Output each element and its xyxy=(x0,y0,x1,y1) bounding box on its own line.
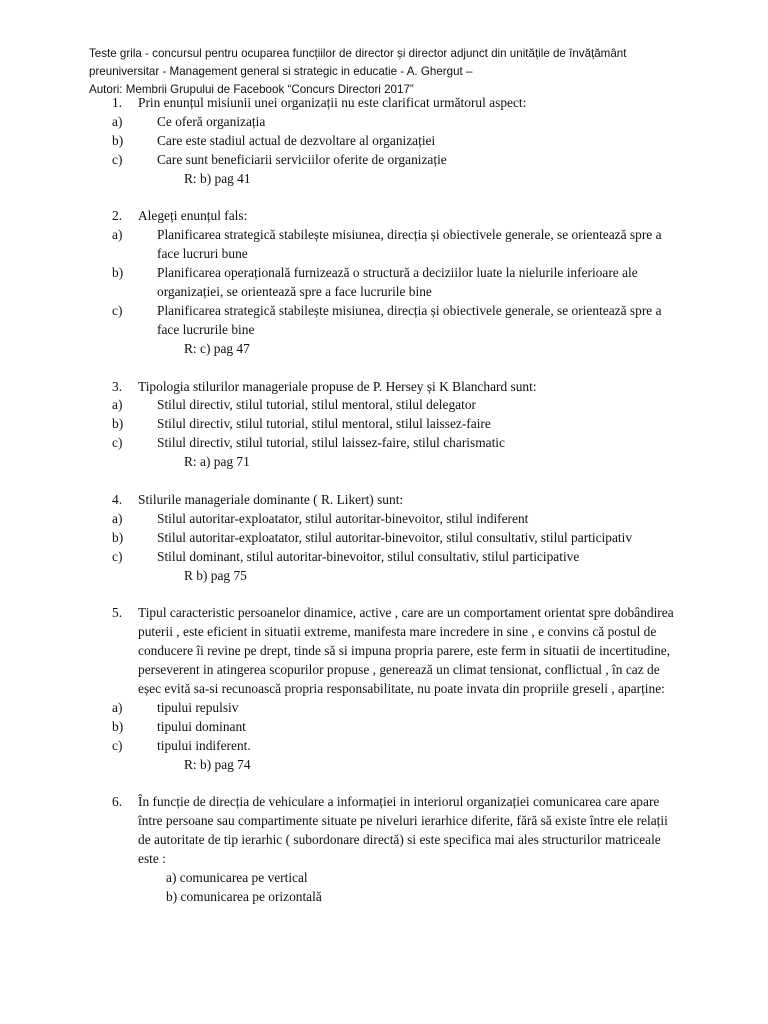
option-text: Ce oferă organizația xyxy=(157,113,266,129)
document-header xyxy=(89,45,729,99)
question-number: 1. xyxy=(112,95,123,110)
option-letter: c) xyxy=(112,151,123,167)
option-text: tipului dominant xyxy=(157,718,246,734)
header-line-authors: Autori: Membrii Grupului de Facebook “Concurs Directori 2017” xyxy=(89,83,414,96)
option-letter: c) xyxy=(112,548,123,564)
option-b xyxy=(112,718,682,737)
option-text: Stilul directiv, stilul tutorial, stilul mentoral, stilul delegator xyxy=(157,397,476,413)
option-letter: b) xyxy=(166,888,178,904)
answer-key: R: b) pag 41 xyxy=(184,170,251,186)
answer-key: R b) pag 75 xyxy=(184,567,247,583)
header-line-title: Teste grila - concursul pentru ocuparea funcțiilor de director și director adjunct din unitățile de învățământ xyxy=(89,47,627,60)
question-4 xyxy=(112,491,682,586)
question-text: Tipologia stilurilor manageriale propuse de P. Hersey și K Blanchard sunt: xyxy=(138,378,537,394)
option-letter: a) xyxy=(166,870,177,886)
option-letter: b) xyxy=(112,265,124,281)
option-letter: b) xyxy=(112,718,124,734)
header-line-subject: preuniversitar - Management general si strategic in educatie - A. Ghergut – xyxy=(89,65,473,78)
option-letter: a) xyxy=(112,510,123,526)
question-6 xyxy=(112,793,682,906)
option-text: Care sunt beneficiarii serviciilor oferite de organizație xyxy=(157,151,447,167)
option-text: Stilul dominant, stilul autoritar-binevoitor, stilul consultativ, stilul participative xyxy=(157,548,580,564)
option-text: Stilul autoritar-exploatator, stilul autoritar-binevoitor, stilul consultativ, stilul participativ xyxy=(157,529,633,545)
option-letter: c) xyxy=(112,737,123,753)
option-text: Stilul directiv, stilul tutorial, stilul mentoral, stilul laissez-faire xyxy=(157,416,491,432)
question-text: Prin enunțul misiunii unei organizații nu este clarificat următorul aspect: xyxy=(138,95,527,110)
option-c xyxy=(112,151,682,170)
question-1 xyxy=(112,94,682,189)
option-c xyxy=(112,302,682,340)
option-a xyxy=(138,869,682,888)
question-list xyxy=(112,94,682,926)
option-text: Stilul directiv, stilul tutorial, stilul laissez-faire, stilul charismatic xyxy=(157,435,505,451)
question-text: În funcție de direcția de vehiculare a informației in interiorul organizației comunicarea care apare între persoane sau compartimente situate pe niveluri ierarhice diferite, fără să existe între ele relații de autoritate de tip ierarhic ( subordonare directă) si este specifica mai ales structurilor matriceale este : xyxy=(138,794,668,867)
option-list xyxy=(112,510,682,567)
question-text: Stilurile manageriale dominante ( R. Likert) sunt: xyxy=(138,491,404,507)
option-b xyxy=(112,415,682,434)
question-number: 6. xyxy=(112,794,123,810)
question-number: 4. xyxy=(112,491,123,507)
option-letter: b) xyxy=(112,416,124,432)
option-text: tipului indiferent. xyxy=(157,737,251,753)
option-a xyxy=(112,396,682,415)
option-letter: b) xyxy=(112,132,124,148)
option-letter: a) xyxy=(112,699,123,715)
option-list xyxy=(112,699,682,756)
question-text: Tipul caracteristic persoanelor dinamice, active , care are un comportament orientat spre dobândirea puterii , este eficient in situatii extreme, manifesta mare incredere in sine , e convins că postul de conducere îi revine pe drept, tinde să si impuna propria parere, este ferm in situatii de incertitudine, perseverent in atingerea scopurilor propuse , generează un climat tensionat, conflictual , în caz de eșec evită sa-si recunoască propria responsabilitate, nu poate invata din propriile greseli , aparține: xyxy=(138,605,674,697)
option-b xyxy=(112,264,682,302)
option-text: Planificarea strategică stabilește misiunea, direcția și obiectivele generale, se orientează spre a face lucrurile bine xyxy=(157,302,662,337)
question-5 xyxy=(112,604,682,774)
option-b xyxy=(112,529,682,548)
option-list xyxy=(112,396,682,453)
option-c xyxy=(112,548,682,567)
option-a xyxy=(112,510,682,529)
option-letter: b) xyxy=(112,529,124,545)
option-a xyxy=(112,699,682,718)
option-b xyxy=(112,132,682,151)
answer-key: R: a) pag 71 xyxy=(184,454,250,470)
option-letter: c) xyxy=(112,435,123,451)
option-text: Care este stadiul actual de dezvoltare al organizației xyxy=(157,132,436,148)
option-letter: a) xyxy=(112,397,123,413)
question-number: 2. xyxy=(112,208,123,224)
question-2 xyxy=(112,207,682,358)
option-text: Stilul autoritar-exploatator, stilul autoritar-binevoitor, stilul indiferent xyxy=(157,510,529,526)
option-letter: c) xyxy=(112,302,123,318)
question-text: Alegeți enunțul fals: xyxy=(138,208,248,224)
option-a xyxy=(112,226,682,264)
option-text: tipului repulsiv xyxy=(157,699,239,715)
question-number: 3. xyxy=(112,378,123,394)
option-text: comunicarea pe orizontală xyxy=(180,888,322,904)
option-c xyxy=(112,737,682,756)
option-letter: a) xyxy=(112,227,123,243)
option-b xyxy=(138,888,682,907)
option-text: Planificarea strategică stabilește misiunea, direcția și obiectivele generale, se orientează spre a face lucruri bune xyxy=(157,227,662,262)
question-number: 5. xyxy=(112,605,123,621)
option-list xyxy=(112,113,682,170)
option-text: Planificarea operațională furnizează o structură a deciziilor luate la nielurile inferioare ale organizației, se orientează spre a face lucrurile bine xyxy=(157,265,638,300)
question-3 xyxy=(112,378,682,473)
option-letter: a) xyxy=(112,113,123,129)
option-text: comunicarea pe vertical xyxy=(179,870,308,886)
option-c xyxy=(112,434,682,453)
option-list xyxy=(112,226,682,339)
answer-key: R: c) pag 47 xyxy=(184,340,250,356)
answer-key: R: b) pag 74 xyxy=(184,756,251,772)
option-a xyxy=(112,113,682,132)
